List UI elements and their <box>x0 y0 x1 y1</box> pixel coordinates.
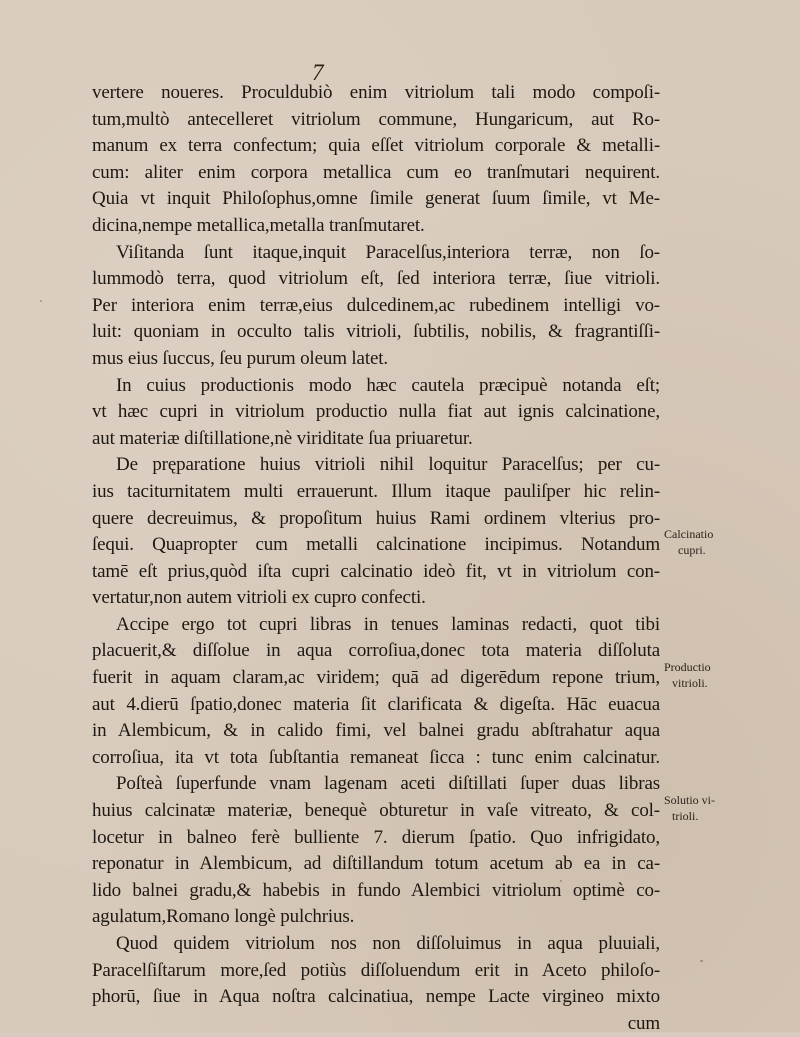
text-line: in Alembicum, & in calido fimi, vel balnei gradu abſtrahatur aqua <box>92 720 660 742</box>
margin-note <box>664 792 715 824</box>
text-line: lido balnei gradu,& habebis in fundo Alembici vitriolum optimè co- <box>92 879 660 901</box>
text-line: locetur in balneo ferè bulliente 7. dierum ſpatio. Quo infrigidato, <box>92 826 660 848</box>
text-line: vertatur,non autem vitrioli ex cupro confecti. <box>92 587 426 609</box>
text-line: Quia vt inquit Philoſophus,omne ſimile generat ſuum ſimile, vt Me- <box>92 188 660 210</box>
margin-note-line: Productio <box>664 660 711 674</box>
text-line: fuerit in aquam claram,ac viridem; quā ad digerēdum repone trium, <box>92 667 660 689</box>
text-line: lummodò terra, quod vitriolum eſt, ſed interiora terræ, ſiue vitrioli. <box>92 268 660 290</box>
text-line: huius calcinatæ materiæ, benequè obturetur in vaſe vitreato, & col- <box>92 800 660 822</box>
text-line: Paracelſiſtarum more,ſed potiùs diſſoluendum erit in Aceto philoſo- <box>92 959 660 981</box>
page-number: 7 <box>312 60 324 85</box>
margin-note <box>664 526 713 558</box>
text-line: quere decreuimus, & propoſitum huius Rami ordinem vlterius pro- <box>92 507 660 529</box>
main-text-block <box>92 80 660 1037</box>
text-line: tum,multò antecelleret vitriolum commune, Hungaricum, aut Ro- <box>92 108 660 130</box>
paper-speck <box>40 300 42 302</box>
catchword: cum <box>627 1012 660 1034</box>
margin-note-line: vitrioli. <box>672 676 708 690</box>
text-line: Accipe ergo tot cupri libras in tenues laminas redacti, quot tibi <box>116 613 660 635</box>
text-line: ſequi. Quapropter cum metalli calcinatione incipimus. Notandum <box>92 534 660 556</box>
text-line: placuerit,& diſſolue in aqua corroſiua,donec tota materia diſſoluta <box>92 640 660 662</box>
margin-note-line: Calcinatio <box>664 527 714 541</box>
margin-note-line: cupri. <box>678 543 706 557</box>
text-line: In cuius productionis modo hæc cautela præcipuè notanda eſt; <box>116 374 660 396</box>
paper-speck <box>560 880 562 882</box>
margin-note-line: trioli. <box>672 809 699 823</box>
text-line: tamē eſt prius,quòd iſta cupri calcinatio ideò fit, vt in vitriolum con- <box>92 560 660 582</box>
text-line: reponatur in Alembicum, ad diſtillandum totum acetum ab ea in ca- <box>92 853 660 875</box>
text-line: cum: aliter enim corpora metallica cum eo tranſmutari nequirent. <box>92 161 660 183</box>
text-line: aut materiæ diſtillatione,nè viriditate ſua priuaretur. <box>92 427 473 449</box>
text-line: agulatum,Romano longè pulchrius. <box>92 906 355 928</box>
text-line: luit: quoniam in occulto talis vitrioli, ſubtilis, nobilis, & fragrantiſſi- <box>92 321 660 343</box>
text-line: vertere noueres. Proculdubiò enim vitriolum tali modo compoſi- <box>92 82 660 103</box>
text-line: ius taciturnitatem multi errauerunt. Illum itaque pauliſper hic relin- <box>92 480 660 502</box>
text-line: Per interiora enim terræ,eius dulcedinem,ac rubedinem intelligi vo- <box>92 294 660 316</box>
text-line: Quod quidem vitriolum nos non diſſoluimus in aqua pluuiali, <box>116 933 660 954</box>
text-line: corroſiua, ita vt tota ſubſtantia remaneat ſicca : tunc enim calcinatur. <box>92 746 660 768</box>
text-line: aut 4.dierū ſpatio,donec materia ſit clarificata & digeſta. Hāc euacua <box>92 693 660 715</box>
text-line: dicina,nempe metallica,metalla tranſmutaret. <box>92 214 425 236</box>
paper-speck <box>700 960 703 962</box>
text-line: mus eius ſuccus, ſeu purum oleum latet. <box>92 347 388 369</box>
text-line: Viſitanda ſunt itaque,inquit Paracelſus,interiora terræ, non ſo- <box>116 241 660 263</box>
text-line: manum ex terra confectum; quia eſſet vitriolum corporale & metalli- <box>92 135 660 157</box>
text-line: phorū, ſiue in Aqua noſtra calcinatiua, nempe Lacte virgineo mixto <box>92 986 660 1008</box>
text-line: De pręparatione huius vitrioli nihil loquitur Paracelſus; per cu- <box>116 454 660 476</box>
paper-speck <box>120 920 123 923</box>
margin-note <box>664 659 711 691</box>
margin-note-line: Solutio vi- <box>664 793 716 807</box>
text-line: Poſteà ſuperfunde vnam lagenam aceti diſtillati ſuper duas libras <box>116 773 660 795</box>
text-line: vt hæc cupri in vitriolum productio nulla fiat aut ignis calcinatione, <box>92 401 660 423</box>
